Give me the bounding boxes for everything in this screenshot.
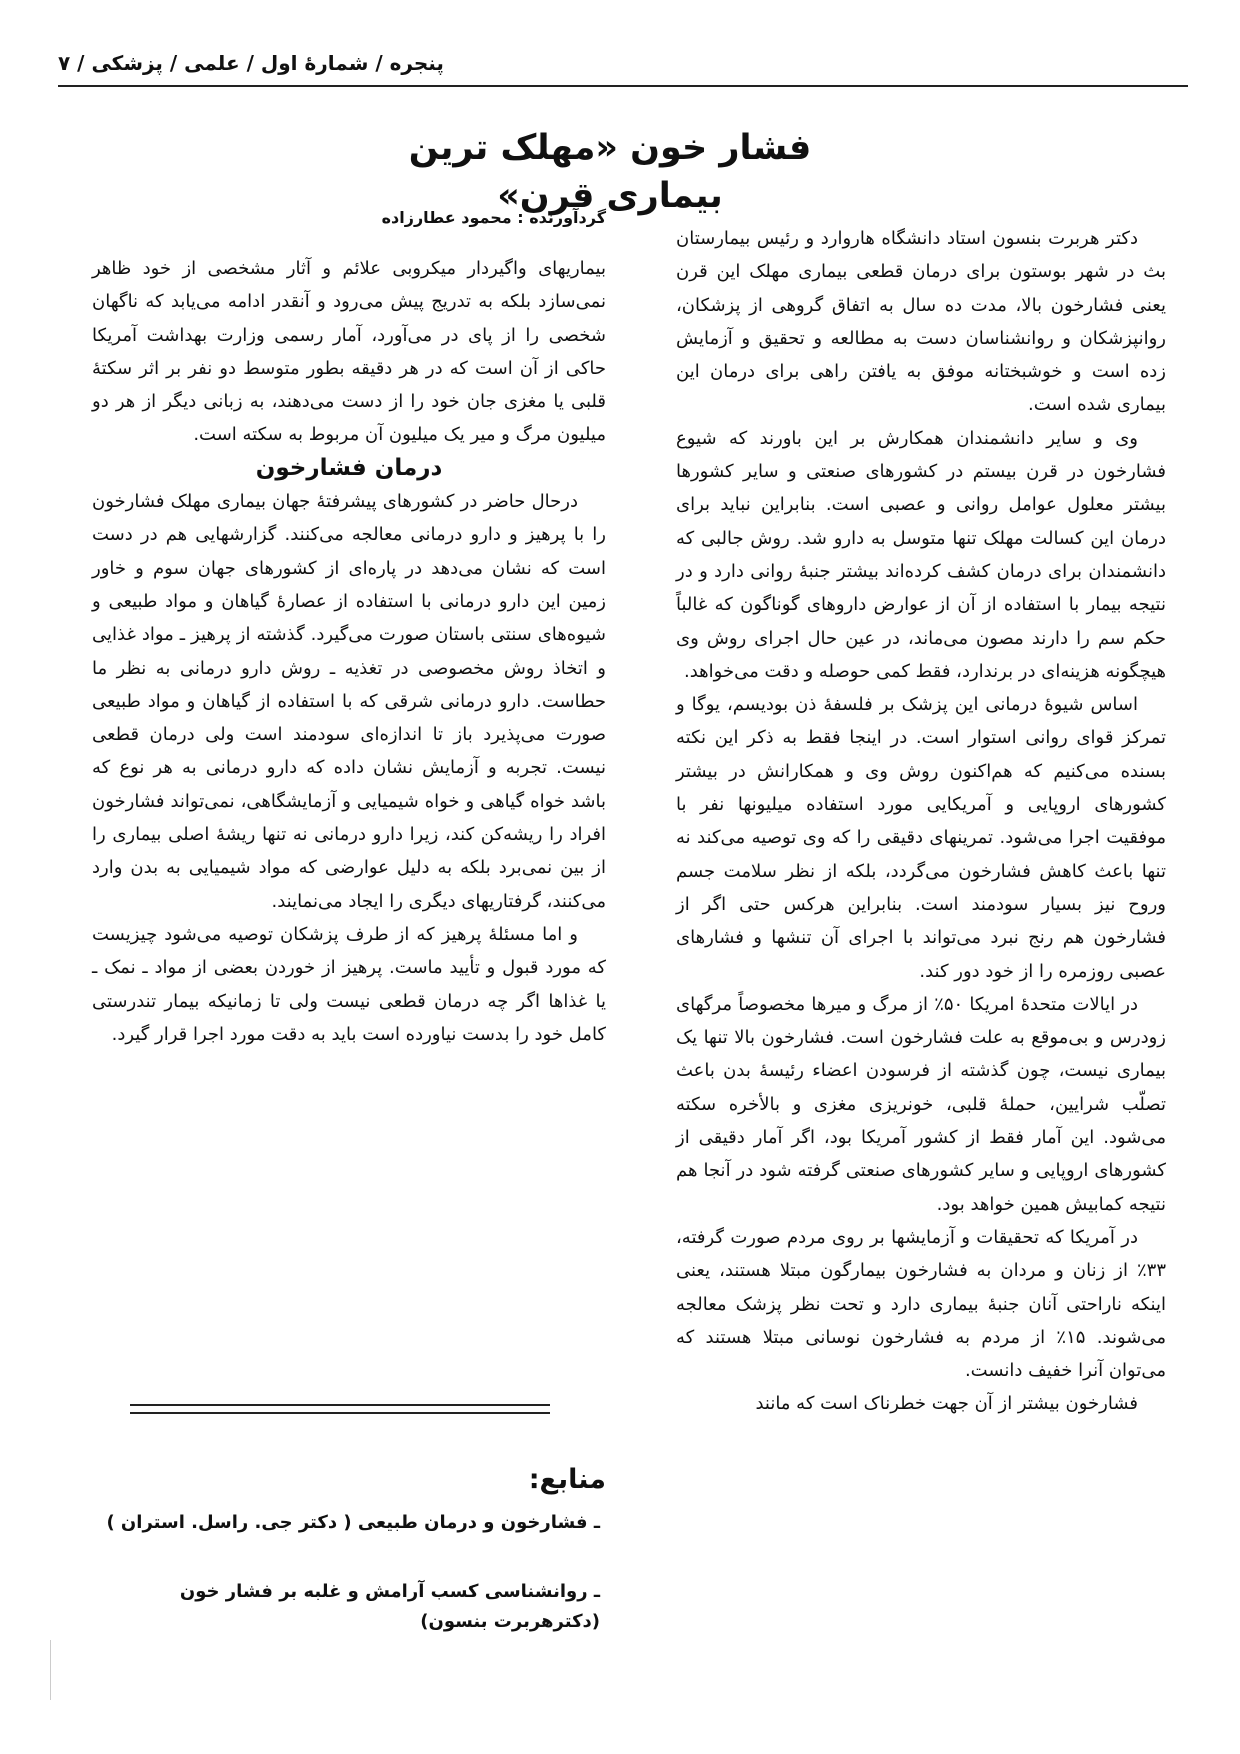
reference-item-continuation: (دکترهربرت بنسون) <box>420 1611 600 1632</box>
running-head-text: پنجره / شمارهٔ اول / علمی / پزشکی / ۷ <box>58 50 444 75</box>
scan-edge-mark <box>50 1640 51 1700</box>
running-header <box>58 40 1188 87</box>
paragraph: وی و سایر دانشمندان همکارش بر این باورند که شیوع فشارخون در قرن بیستم در کشورهای صنعتی و سایر کشورها بیشتر معلول عوامل روانی و عصبی است. بنابراین نباید برای درمان این کسالت مهلک تنها متوسل به دارو شد. روش جالبی که دانشمندان برای درمان کشف کرده‌اند بیشتر جنبهٔ روانی دارد و در نتیجه بیمار با استفاده از آن از عوارض داروهای گوناگون که غالباً حکم سم را دارند مصون می‌ماند، در عین حال اجرای روش وی هیچگونه هزینه‌ای در برندارد، فقط کمی حوصله و دقت می‌خواهد. <box>676 427 1166 682</box>
section-divider <box>130 1404 550 1414</box>
section-heading: درمان فشارخون <box>255 454 443 481</box>
right-column <box>676 222 1166 1421</box>
paragraph: در ایالات متحدهٔ امریکا ۵۰٪ از مرگ و میرها مخصوصاً مرگهای زودرس و بی‌موقع به علت فشارخون است. فشارخون بالا تنها یک بیماری نیست، چون گذشته از فرسودن اعضاء رئیسهٔ بدن باعث تصلّب شرایین، حملهٔ قلبی، خونریزی مغزی و بالأخره سکته می‌شود. این آمار فقط از کشور آمریکا بود، اگر آمار دقیقی از کشورهای اروپایی و سایر کشورهای صنعتی گرفته شود در آنجا هم نتیجه کمابیش همین خواهد بود. <box>676 993 1166 1215</box>
paragraph: و اما مسئلهٔ پرهیز که از طرف پزشکان توصیه می‌شود چیزیست که مورد قبول و تأیید ماست. پرهیز از خوردن بعضی از مواد ـ نمک ـ یا غذاها اگر چه درمان قطعی نیست ولی تا زمانیکه بیمار تندرستی کامل خود را بدست نیاورده است باید به دقت مورد اجرا قرار گیرد. <box>92 923 606 1045</box>
paragraph: دکتر هربرت بنسون استاد دانشگاه هاروارد و رئیس بیمارستان بث در شهر بوستون برای درمان قطعی بیماری مهلک این قرن یعنی فشارخون بالا، مدت ده سال به اتفاق گروهی از پزشکان، روانپزشکان و روانشناسان دست به مطالعه و تحقیق و آزمایش زده است و خوشبختانه موفق به یافتن راهی برای درمان این بیماری شده است. <box>676 228 1166 416</box>
paragraph: فشارخون بیشتر از آن جهت خطرناک است که مانند <box>755 1393 1138 1415</box>
author-byline: گردآورنده : محمود عطارزاده <box>381 208 606 227</box>
paragraph: در آمریکا که تحقیقات و آزمایشها بر روی مردم صورت گرفته، ۳۳٪ از زنان و مردان به فشارخون بیمارگون مبتلا هستند، یعنی اینکه ناراحتی آنان جنبهٔ بیماری دارد و تحت نظر پزشک معالجه می‌شوند. ۱۵٪ از مردم به فشارخون نوسانی مبتلا هستند که می‌توان آنرا خفیف دانست. <box>676 1226 1166 1382</box>
references-title: منابع: <box>528 1464 606 1495</box>
reference-item: ـ روانشناسی کسب آرامش و غلبه بر فشار خون <box>179 1581 600 1602</box>
paragraph: اساس شیوهٔ درمانی این پزشک بر فلسفهٔ ذن بودیسم، یوگا و تمرکز قوای روانی استوار است. در اینجا فقط به ذکر این نکته بسنده می‌کنیم که هم‌اکنون روش وی و همکارانش در بیشتر کشورهای اروپایی و آمریکایی مورد استفاده میلیونها نفر با موفقیت اجرا می‌شود. تمرینهای دقیقی را که وی توصیه می‌کند نه تنها باعث کاهش فشارخون می‌گردد، بلکه از نظر سلامت جسم وروح نیز بسیار سودمند است. بنابراین هرکس حتی اگر از فشارخون هم رنج نبرد می‌تواند با اجرای آن تنشها و فشارهای عصبی روزمره را از خود دور کند. <box>676 694 1166 982</box>
paragraph: بیماریهای واگیردار میکروبی علائم و آثار مشخصی از خود ظاهر نمی‌سازد بلکه به تدریج پیش می‌رود و آنقدر ادامه می‌یابد که ناگهان شخصی را از پای در می‌آورد، آمار رسمی وزارت بهداشت آمریکا حاکی از آن است که در هر دقیقه بطور متوسط دو نفر بر اثر سکتهٔ قلبی یا مغزی جان خود را از دست می‌دهند، به زبانی دیگر از هر دو میلیون مرگ و میر یک میلیون آن مربوط به سکته است. <box>92 258 606 446</box>
left-column <box>92 252 606 1051</box>
paragraph: درحال حاضر در کشورهای پیشرفتهٔ جهان بیماری مهلک فشارخون را با پرهیز و دارو درمانی معالجه می‌کنند. گزارشهایی هم در دست است که نشان می‌دهد در پاره‌ای از کشورهای جهان سوم و خاور زمین این دارو درمانی با استفاده از عصارهٔ گیاهان و مواد طبیعی و شیوه‌های سنتی باستان صورت می‌گیرد. گذشته از پرهیز ـ مواد غذایی و اتخاذ روش مخصوصی در تغذیه ـ روش دارو درمانی به نظر ما حطاست. دارو درمانی شرقی که با استفاده از گیاهان و مواد طبیعی صورت می‌پذیرد باز تا اندازه‌ای سودمند است ولی درمان قطعی نیست. تجربه و آزمایش نشان داده که دارو درمانی به هر نوع که باشد خواه گیاهی و خواه شیمیایی و آزمایشگاهی، نمی‌تواند فشارخون افراد را ریشه‌کن کند، زیرا دارو درمانی نه تنها ریشهٔ اصلی بیماری را از بین نمی‌برد بلکه به دلیل عوارضی که مواد شیمیایی به بدن وارد می‌کنند، گرفتاریهای دیگری را ایجاد می‌نمایند. <box>92 491 606 912</box>
reference-item: ـ فشارخون و درمان طبیعی ( دکتر جی. راسل. استران ) <box>106 1512 600 1533</box>
article-title: فشار خون «مهلک ترین بیماری قرن» <box>408 128 812 216</box>
